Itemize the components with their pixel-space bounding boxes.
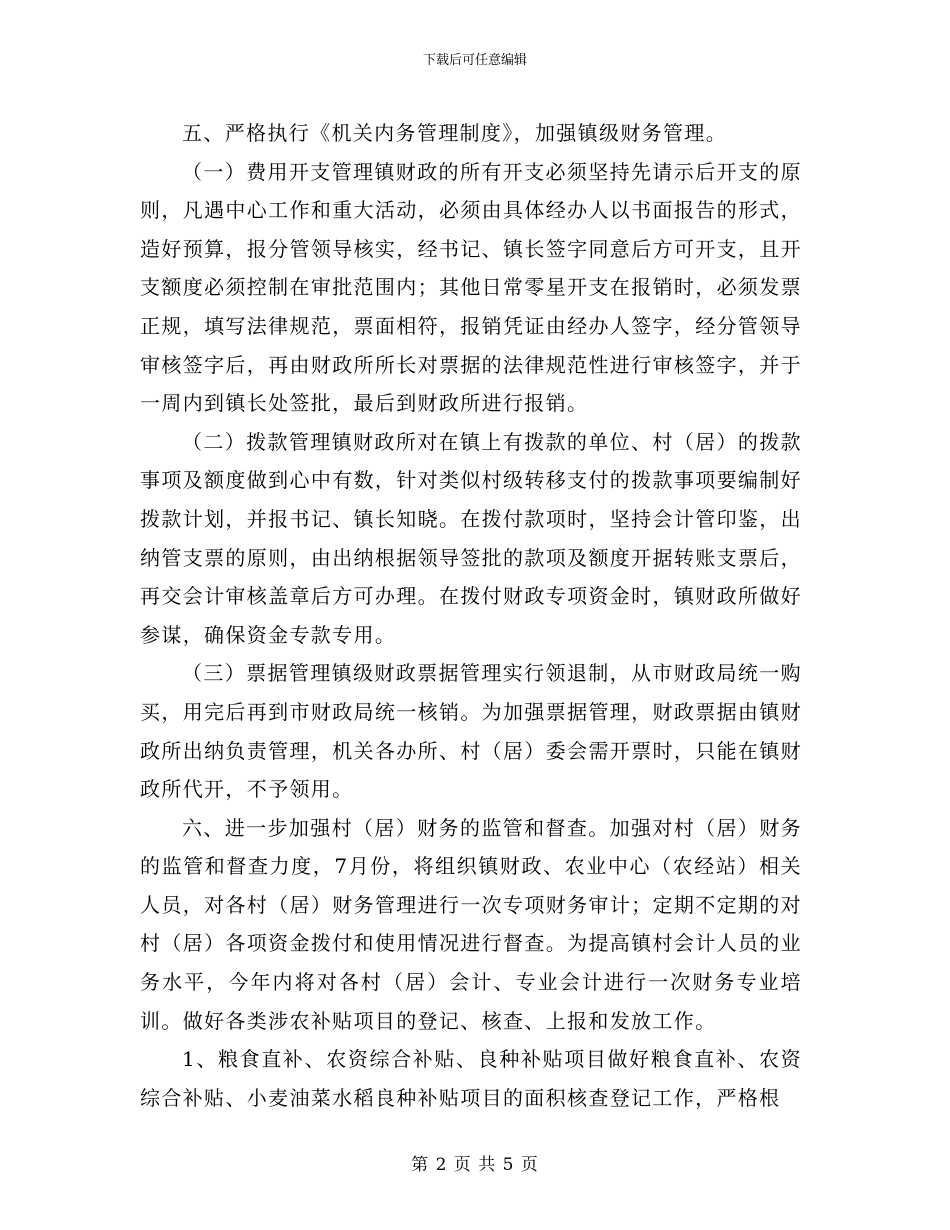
paragraph-grain-subsidy: 1、粮食直补、农资综合补贴、良种补贴项目做好粮食直补、农资综合补贴、小麦油菜水稻良种补贴项目的面积核查登记工作，严格根 bbox=[140, 1047, 802, 1110]
document-body bbox=[140, 114, 802, 1117]
paragraph-appropriation-management: （二）拨款管理镇财政所对在镇上有拨款的单位、村（居）的拨款事项及额度做到心中有数，针对类似村级转移支付的拨款事项要编制好拨款计划，并报书记、镇长知晓。在拨付款项时，坚持会计管印鉴，出纳管支票的原则，由出纳根据领导签批的款项及额度开据转账支票后，再交会计审核盖章后方可办理。在拨付财政专项资金时，镇财政所做好参谋，确保资金专款专用。 bbox=[140, 429, 802, 647]
paragraph-expense-management: （一）费用开支管理镇财政的所有开支必须坚持先请示后开支的原则，凡遇中心工作和重大活动，必须由具体经办人以书面报告的形式，造好预算，报分管领导核实，经书记、镇长签字同意后方可开支，且开支额度必须控制在审批范围内；其他日常零星开支在报销时，必须发票正规，填写法律规范，票面相符，报销凭证由经办人签字，经分管领导审核签字后，再由财政所所长对票据的法律规范性进行审核签字，并于一周内到镇长处签批，最后到财政所进行报销。 bbox=[140, 159, 802, 416]
paragraph-section-five: 五、严格执行《机关内务管理制度》，加强镇级财务管理。 bbox=[182, 121, 728, 145]
page-header-note: 下载后可任意编辑 bbox=[422, 53, 527, 68]
page-number-footer: 第 2 页 共 5 页 bbox=[411, 1155, 539, 1175]
paragraph-receipt-management: （三）票据管理镇级财政票据管理实行领退制，从市财政局统一购买，用完后再到市财政局统一核销。为加强票据管理，财政票据由镇财政所出纳负责管理，机关各办所、村（居）委会需开票时，只能在镇财政所代开，不予领用。 bbox=[140, 661, 802, 802]
paragraph-section-six: 六、进一步加强村（居）财务的监管和督查。加强对村（居）财务的监管和督查力度，7月份，将组织镇财政、农业中心（农经站）相关人员，对各村（居）财务管理进行一次专项财务审计；定期不定期的对村（居）各项资金拨付和使用情况进行督查。为提高镇村会计人员的业务水平，今年内将对各村（居）会计、专业会计进行一次财务专业培训。做好各类涉农补贴项目的登记、核查、上报和发放工作。 bbox=[140, 815, 802, 1033]
